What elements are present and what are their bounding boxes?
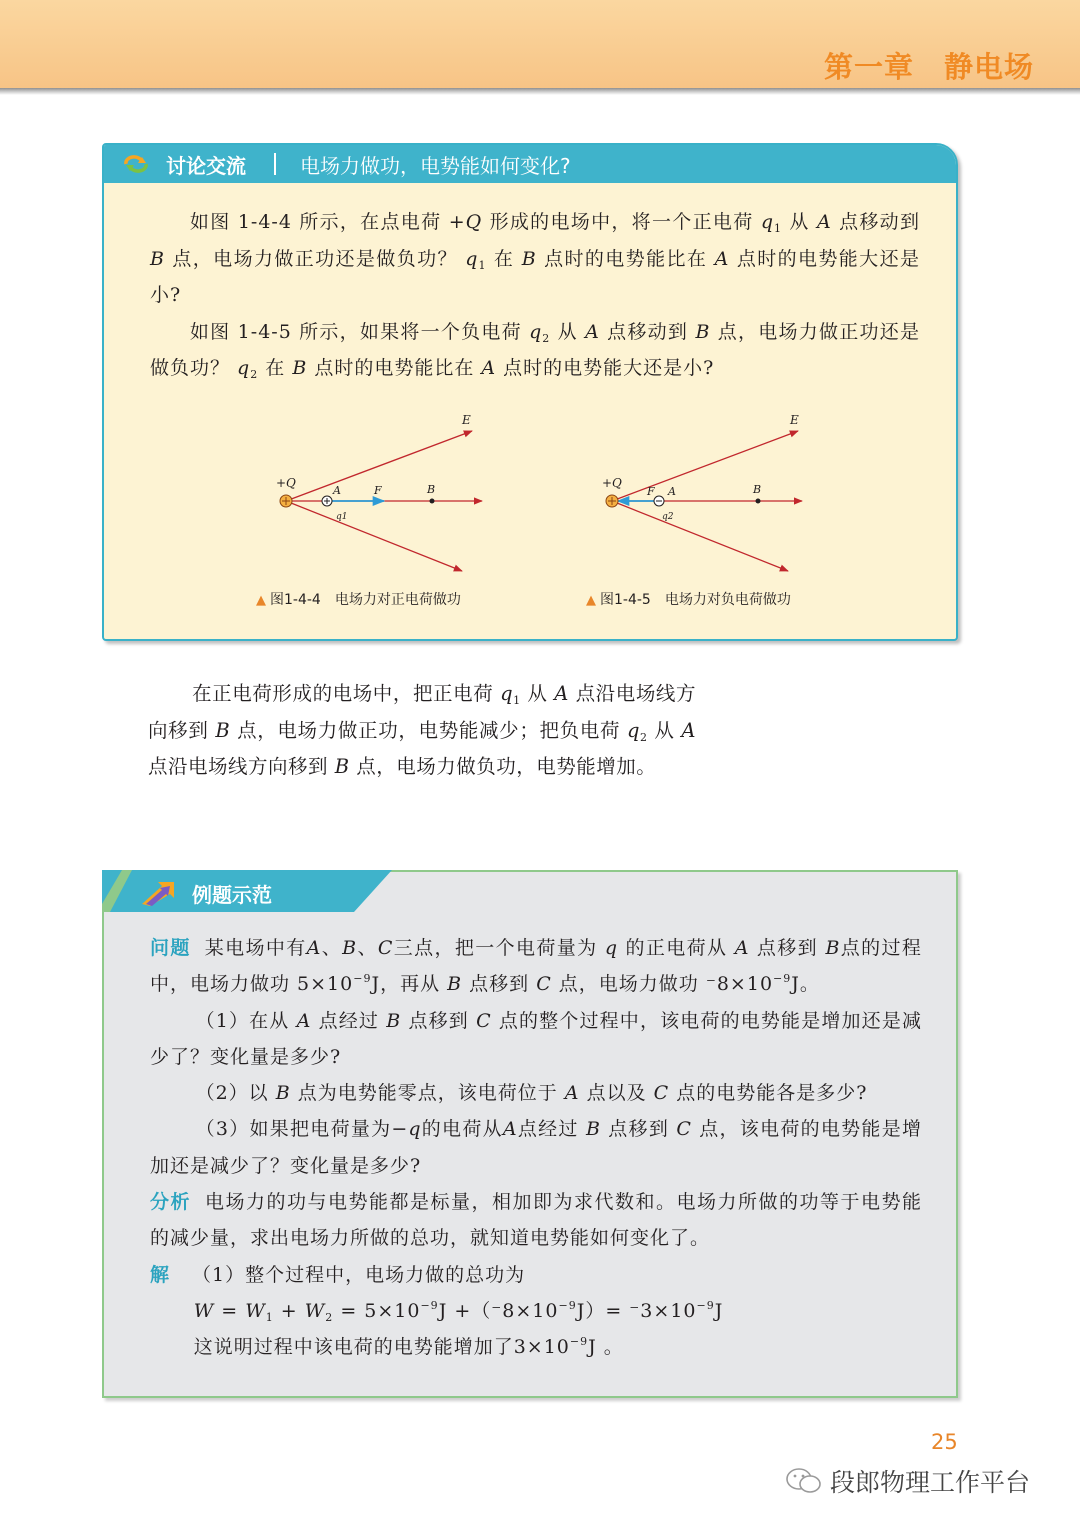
figure-1-4-4-caption <box>256 589 461 609</box>
discussion-paragraph-1: 如图 1-4-4 所示，在点电荷 +Q 形成的电场中，将一个正电荷 $q_1$ 从 A 点移动到 B 点，电场力做正功还是做负功？ $q_1$ 在 B 点时的电势能比在 A 点时的电势能大还是小? <box>150 211 920 306</box>
sub-question-1: （1）在从 A 点经过 B 点移到 C 点的整个过程中，该电荷的电势能是增加还是减少了？变化量是多少? <box>150 1009 922 1068</box>
figure-1-4-5 <box>592 407 832 577</box>
sub-question-3: （3）如果把电荷量为−q的电荷从A点经过 B 点移到 C 点，该电荷的电势能是增加还是减少了？变化量是多少? <box>150 1118 922 1177</box>
label-b: B <box>753 483 762 496</box>
label-e: E <box>462 413 471 427</box>
label-f: F <box>374 484 382 497</box>
discussion-icon <box>122 154 150 174</box>
figure-number: 图1-4-4 <box>270 592 321 608</box>
label-source: +Q <box>276 476 296 490</box>
analysis-text: 电场力的功与电势能都是标量，相加即为求代数和。电场力所做的功等于电势能的减少量，求出电场力所做的总功，就知道电势能如何变化了。 <box>150 1191 922 1250</box>
example-arrow-icon <box>140 880 180 906</box>
caption-triangle-icon: ▲ <box>256 593 266 608</box>
analysis <box>150 1184 922 1257</box>
label-f: F <box>647 485 655 498</box>
point-b <box>430 499 435 504</box>
solution <box>150 1257 922 1293</box>
field-line-lower <box>286 501 462 571</box>
discussion-title: 电场力做功，电势能如何变化? <box>300 154 571 178</box>
example-label: 例题示范 <box>192 883 272 907</box>
discussion-paragraph-2: 如图 1-4-5 所示，如果将一个负电荷 $q_2$ 从 A 点移动到 B 点，电场力做正功还是做负功？ $q_2$ 在 B 点时的电势能比在 A 点时的电势能大还是小? <box>150 320 920 381</box>
label-e: E <box>790 413 799 427</box>
label-q2: q2 <box>662 512 674 522</box>
label-source: +Q <box>602 476 622 490</box>
figure-1-4-5-caption <box>586 589 791 609</box>
analysis-keyword: 分析 <box>150 1191 191 1214</box>
figure-caption: 电场力对负电荷做功 <box>664 592 791 608</box>
wechat-icon <box>784 1466 824 1496</box>
chapter-number: 第一章 <box>823 50 914 84</box>
example-box <box>102 870 958 1398</box>
discussion-box <box>102 143 958 641</box>
field-line-upper <box>612 431 798 501</box>
figure-caption: 电场力对正电荷做功 <box>334 592 461 608</box>
label-a: A <box>668 485 676 498</box>
question-keyword: 问题 <box>150 937 191 959</box>
field-line-lower <box>612 501 788 571</box>
label-a: A <box>333 484 341 497</box>
figure-1-4-4 <box>264 407 504 577</box>
solution-conclusion: 这说明过程中该电荷的电势能增加了$3\times 10^{-9}J$ 。 <box>193 1335 624 1359</box>
body-paragraph: 在正电荷形成的电场中，把正电荷 $q_1$ 从 A 点沿电场线方向移到 B 点，电场力做正功，电势能减少；把负电荷 $q_2$ 从 A 点沿电场线方向移到 B 点，电场力做负功，电势能增加。 <box>148 682 696 778</box>
solution-keyword: 解 <box>150 1263 171 1286</box>
sub-question-2: （2）以 B 点为电势能零点，该电荷位于 A 点以及 C 点的电势能各是多少? <box>195 1082 868 1105</box>
chapter-title: 静电场 <box>943 50 1034 84</box>
example-text <box>150 930 922 1366</box>
question: 问题 某电场中有A、B、C三点，把一个电荷量为 q 的正电荷从 A 点移到 B点的过程中，电场力做功 $5\times 10^{-9}J$，再从 B 点移到 C 点，电场力做功 $^-8\times 10^{-9}J$。 <box>150 937 922 996</box>
solution-text: （1）整个过程中，电场力做的总功为 <box>192 1263 526 1286</box>
point-b <box>756 499 761 504</box>
figure-number: 图1-4-5 <box>600 592 651 608</box>
caption-triangle-icon: ▲ <box>586 593 596 608</box>
watermark: 段郎物理工作平台 <box>830 1468 1031 1497</box>
label-q1: q1 <box>336 512 348 522</box>
header-shadow <box>0 88 1080 95</box>
label-b: B <box>427 483 436 496</box>
chapter-heading <box>824 45 1034 86</box>
page-number: 25 <box>931 1430 958 1454</box>
title-divider <box>274 153 276 175</box>
solution-formula: $W = W_1 + W_2 = 5\times 10^{-9}J +(^-8\times 10^{-9}J)= ^-3\times 10^{-9}J$ <box>193 1298 724 1324</box>
discussion-label: 讨论交流 <box>166 154 246 178</box>
discussion-text <box>150 204 920 387</box>
